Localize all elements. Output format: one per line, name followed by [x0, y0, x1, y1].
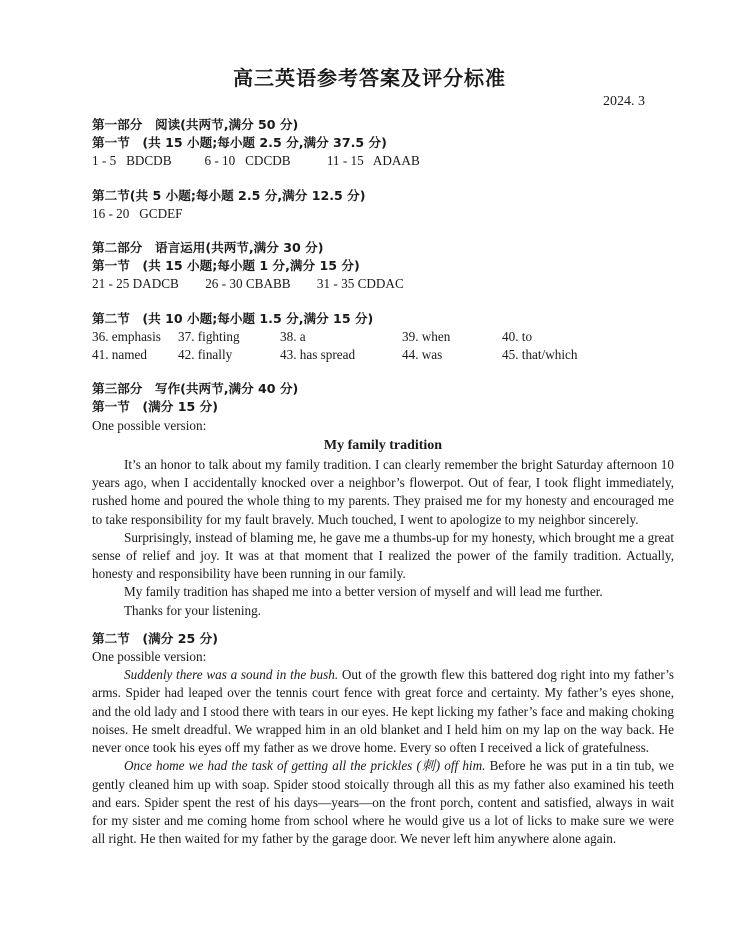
part1-section2-answers: 16 - 20 GCDEF: [92, 205, 183, 221]
essay-paragraph-4: Thanks for your listening.: [124, 602, 261, 618]
story-paragraph-1-lead: Suddenly there was a sound in the bush.: [124, 667, 339, 683]
part1-section1-heading: 第一节 (共 15 小题;每小题 2.5 分,满分 37.5 分): [92, 135, 387, 151]
answer-content: [92, 116, 674, 848]
part1-section2-heading: 第二节(共 5 小题;每小题 2.5 分,满分 12.5 分): [92, 187, 366, 203]
fill-in-answers-table: [92, 328, 577, 364]
table-row: [92, 346, 577, 364]
fill-answer-42: 42. finally: [178, 347, 233, 363]
fill-answer-43: 43. has spread: [280, 347, 356, 363]
part2-section2-heading: 第二节 (共 10 小题;每小题 1.5 分,满分 15 分): [92, 310, 374, 326]
part3-heading: 第三部分 写作(共两节,满分 40 分): [92, 381, 299, 397]
essay-title: My family tradition: [323, 437, 443, 453]
part2-section1-answers: 21 - 25 DADCB 26 - 30 CBABB 31 - 35 CDDAC: [92, 276, 404, 292]
story-paragraph-2: [92, 757, 674, 848]
fill-answer-38: 38. a: [280, 328, 306, 344]
fill-answer-44: 44. was: [402, 347, 443, 363]
story-paragraph-2-lead: Once home we had the task of getting all the prickles (刺) off him.: [124, 758, 486, 774]
part3-section2-label: One possible version:: [92, 649, 207, 665]
essay-paragraph-3: My family tradition has shaped me into a better version of myself and will lead me further.: [124, 584, 603, 600]
part3-section1-heading: 第一节 (满分 15 分): [92, 399, 218, 415]
part2-heading: 第二部分 语言运用(共两节,满分 30 分): [92, 240, 324, 256]
essay-paragraph-1: It’s an honor to talk about my family tradition. I can clearly remember the bright Saturday afternoon 10 years ago, when I accidentally knocked over a neighbor’s flowerpot. Out of fear, I took flight immediately, rushed home and poured the whole thing to my parents. They praised me for my honesty and encouraged me to take responsibility for my fault bravely. Much touched, I went to apologize to my neighbor sincerely.: [92, 457, 674, 527]
story-paragraph-2-body: Before he was put in a tin tub, we gently cleaned him up with soap. Spider stood stoically through all this as my father also examined his teeth and ears. Spider spent the rest of his days—years—on the front porch, content and satisfied, always in wait for my sister and me coming home from school where he would give us a lot of licks to make sure we were all right. He then waited for my father by the garage door. We never left him anywhere alone again.: [92, 758, 674, 847]
part3-section2-heading: 第二节 (满分 25 分): [92, 630, 218, 646]
part3-section1-label: One possible version:: [92, 417, 207, 433]
story-paragraph-1: [92, 666, 674, 757]
date-label: 2024. 3: [603, 94, 645, 109]
table-row: [92, 328, 577, 346]
part2-section1-heading: 第一节 (共 15 小题;每小题 1 分,满分 15 分): [92, 258, 360, 274]
fill-answer-37: 37. fighting: [178, 328, 240, 344]
part1-heading: 第一部分 阅读(共两节,满分 50 分): [92, 117, 299, 132]
page-title: 高三英语参考答案及评分标准: [233, 66, 506, 90]
story-paragraph-1-body: Out of the growth flew this battered dog right into my father’s arms. Spider had leaped over the tennis court fence with great force and certainty. My father’s eyes shone, and the old lady and I stood there with tears in our eyes. He kept licking my father’s face and making choking noises. He smelt dreadful. We wrapped him in an old blanket and I held him on my lap on the way back. He never once took his eyes off my father as we drove home. Every so often I received a lick of gratefulness.: [92, 667, 674, 756]
part1-section1-answers: 1 - 5 BDCDB 6 - 10 CDCDB 11 - 15 ADAAB: [92, 153, 420, 169]
fill-answer-45: 45. that/which: [502, 347, 578, 363]
fill-answer-40: 40. to: [502, 328, 533, 344]
fill-answer-41: 41. named: [92, 347, 147, 363]
essay-paragraph-2: Surprisingly, instead of blaming me, he gave me a thumbs-up for my honesty, which brought me a great sense of relief and joy. It was at that moment that I realized the power of the family tradition. Actually, honesty and responsibility have been running in our family.: [92, 529, 674, 582]
fill-answer-39: 39. when: [402, 328, 451, 344]
fill-answer-36: 36. emphasis: [92, 328, 161, 344]
